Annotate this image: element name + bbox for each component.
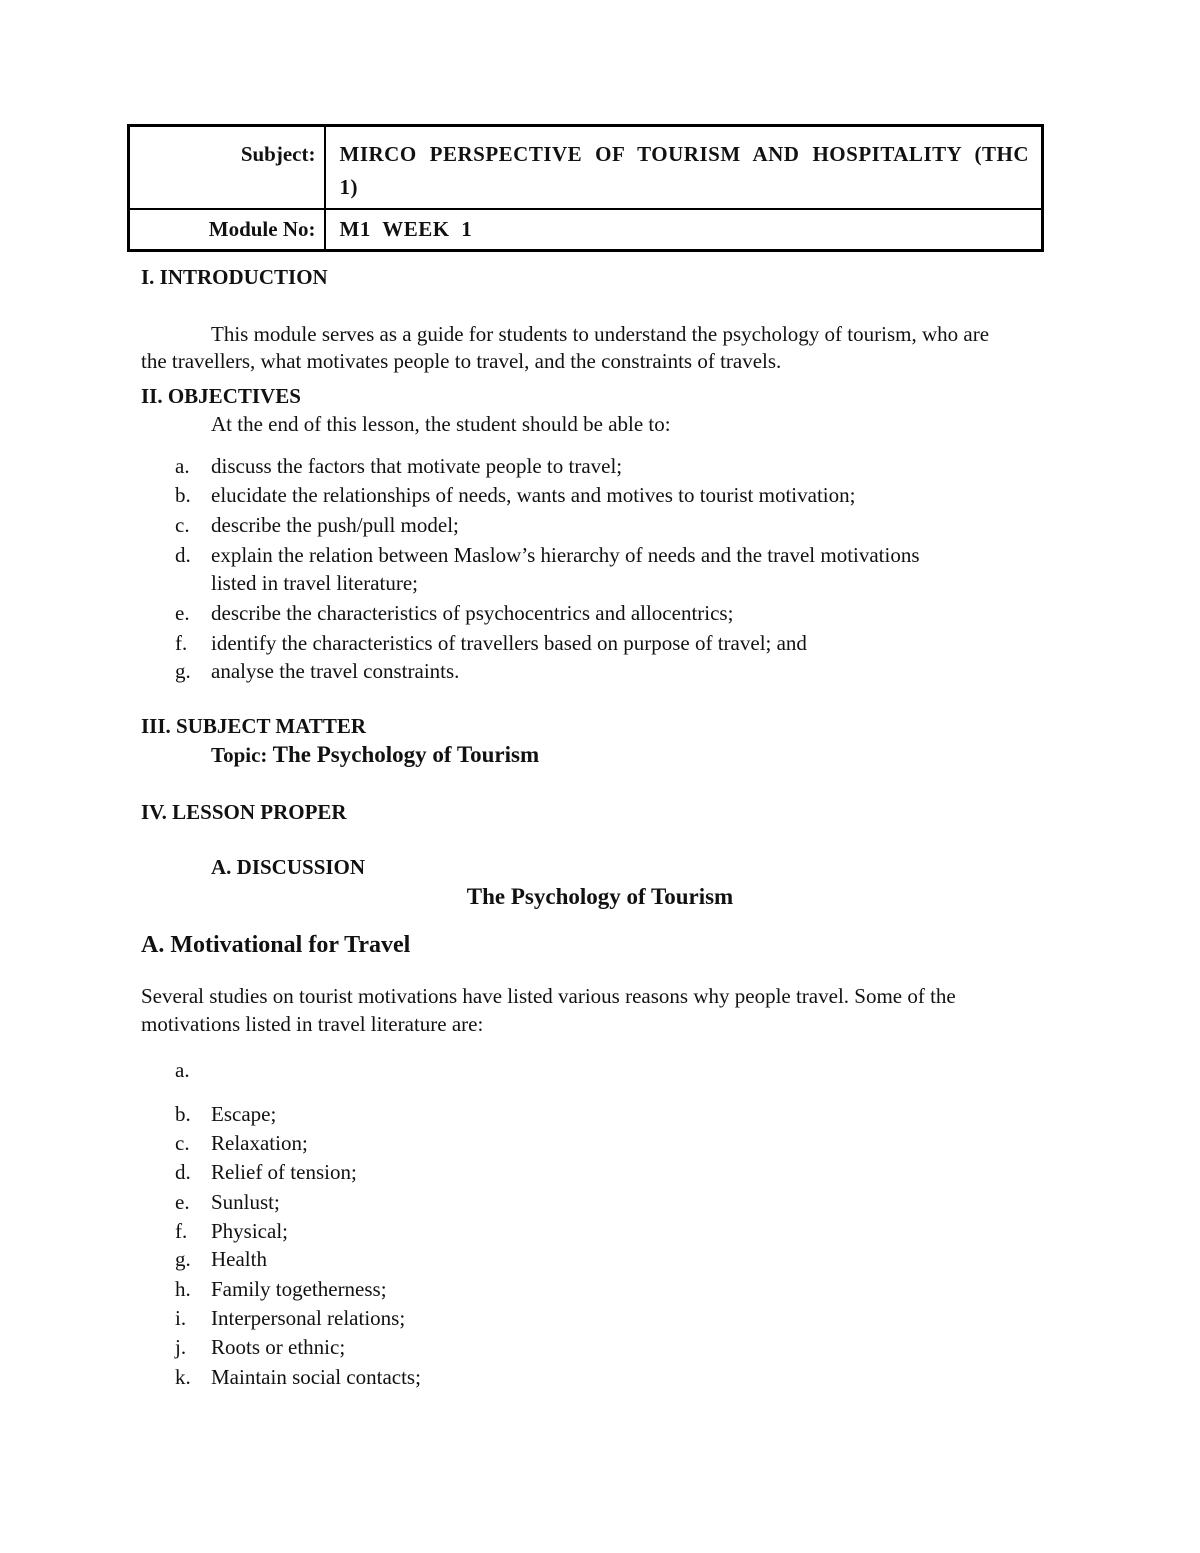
- list-item: Relief of tension;: [211, 1160, 357, 1184]
- list-marker: k.: [175, 1365, 191, 1389]
- list-item: analyse the travel constraints.: [211, 659, 460, 683]
- list-item: Relaxation;: [211, 1131, 308, 1155]
- list-item: Roots or ethnic;: [211, 1335, 346, 1359]
- list-item: explain the relation between Maslow’s hierarchy of needs and the travel motivations: [211, 543, 920, 567]
- list-item: Family togetherness;: [211, 1277, 387, 1301]
- subject-matter-heading: III. SUBJECT MATTER: [141, 714, 367, 738]
- list-item: discuss the factors that motivate people to travel;: [211, 454, 623, 478]
- list-item: Physical;: [211, 1219, 288, 1243]
- list-marker: d.: [175, 1160, 191, 1184]
- subject-label: Subject:: [129, 126, 325, 210]
- discussion-heading: A. DISCUSSION: [211, 855, 366, 879]
- list-item: identify the characteristics of travellers based on purpose of travel; and: [211, 631, 807, 655]
- motivational-heading: A. Motivational for Travel: [141, 932, 411, 958]
- list-item: Escape;: [211, 1102, 277, 1126]
- topic-label: Topic:: [211, 743, 273, 767]
- list-item: Sunlust;: [211, 1190, 280, 1214]
- list-marker: f.: [175, 631, 188, 655]
- list-marker: e.: [175, 1190, 190, 1214]
- discussion-title: The Psychology of Tourism: [466, 884, 734, 909]
- list-item: Maintain social contacts;: [211, 1365, 421, 1389]
- list-item-continuation: listed in travel literature;: [211, 571, 419, 595]
- module-header-table: [127, 124, 1044, 252]
- list-marker: b.: [175, 483, 191, 507]
- subject-row: [129, 126, 1043, 210]
- list-marker: g.: [175, 1247, 191, 1271]
- list-item: elucidate the relationships of needs, wants and motives to tourist motivation;: [211, 483, 856, 507]
- list-item: describe the push/pull model;: [211, 513, 459, 537]
- lesson-proper-heading: IV. LESSON PROPER: [141, 800, 347, 824]
- list-marker: a.: [175, 1058, 190, 1082]
- objectives-heading: II. OBJECTIVES: [141, 384, 301, 408]
- module-value: M1 WEEK 1: [325, 209, 1043, 251]
- list-marker: j.: [175, 1335, 187, 1359]
- list-item: describe the characteristics of psychocentrics and allocentrics;: [211, 601, 734, 625]
- list-marker: c.: [175, 513, 190, 537]
- list-marker: e.: [175, 601, 190, 625]
- list-item: Health: [211, 1247, 267, 1271]
- introduction-heading: I. INTRODUCTION: [141, 265, 328, 289]
- module-label: Module No:: [129, 209, 325, 251]
- topic-value: The Psychology of Tourism: [272, 742, 540, 767]
- introduction-paragraph-line-2: the travellers, what motivates people to travel, and the constraints of travels.: [141, 349, 782, 373]
- list-marker: b.: [175, 1102, 191, 1126]
- list-marker: i.: [175, 1306, 187, 1330]
- module-row: [129, 209, 1043, 251]
- objectives-lead: At the end of this lesson, the student should be able to:: [211, 412, 671, 436]
- topic-line: [211, 742, 539, 768]
- list-item: Interpersonal relations;: [211, 1306, 406, 1330]
- list-marker: c.: [175, 1131, 190, 1155]
- list-marker: f.: [175, 1219, 188, 1243]
- introduction-paragraph-line-1: This module serves as a guide for students to understand the psychology of tourism, who are: [211, 322, 990, 346]
- list-marker: g.: [175, 659, 191, 683]
- list-marker: d.: [175, 543, 191, 567]
- subject-value: MIRCO PERSPECTIVE OF TOURISM AND HOSPITALITY (THC 1): [325, 126, 1043, 210]
- list-marker: h.: [175, 1277, 191, 1301]
- motivational-paragraph-line-2: motivations listed in travel literature are:: [141, 1012, 484, 1036]
- list-marker: a.: [175, 454, 190, 478]
- motivational-paragraph-line-1: Several studies on tourist motivations have listed various reasons why people travel. Some of the: [141, 984, 956, 1008]
